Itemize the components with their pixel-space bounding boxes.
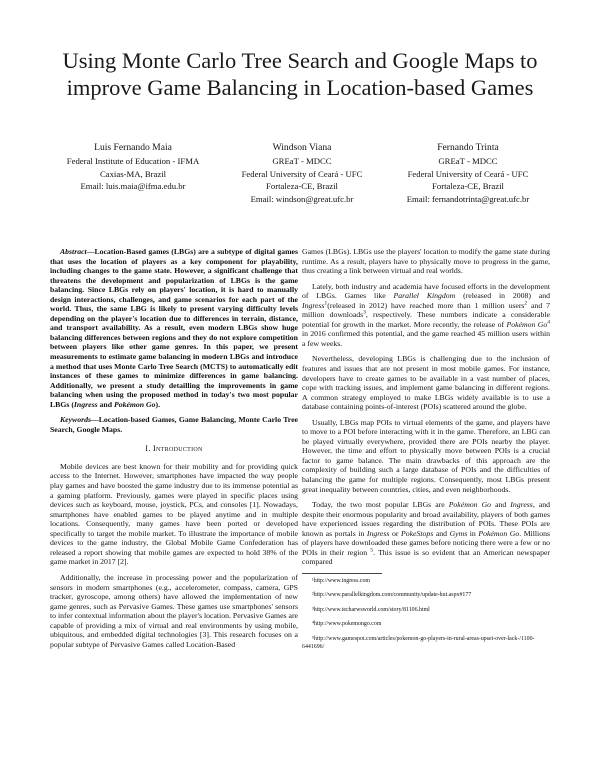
author-block-2 (212, 140, 392, 205)
right-column (302, 247, 550, 657)
author-affiliation: GREaT - MDCC (438, 156, 498, 166)
section-heading: I. Introduction (145, 444, 203, 454)
author-affiliation-2: Federal University of Ceará - UFC (407, 168, 529, 179)
author-email: Email: fernandotrinta@great.ufc.br (406, 193, 530, 204)
author-block-3 (378, 140, 558, 205)
author-email: Email: windson@great.ufc.br (250, 193, 354, 204)
author-name: Fernando Trinta (437, 142, 499, 153)
paragraph: Games (LBGs). LBGs use the players' location to modify the game state during runtime. As a result, players have to physically move to progress in the game, thus creating a link between virtual and real worlds. (302, 247, 550, 276)
paper-title: Using Monte Carlo Tree Search and Google Maps to improve Game Balancing in Location-based Games (62, 48, 538, 100)
left-column (50, 247, 298, 655)
footnote: ¹http://www.ingress.com (312, 577, 370, 584)
author-block-1 (48, 140, 218, 193)
footnote: ⁴http://www.pokemongo.com (312, 621, 382, 628)
footnote-rule (302, 573, 382, 574)
author-affiliation: Federal Institute of Education - IFMA (66, 156, 200, 166)
paragraph: Additionally, the increase in processing power and the popularization of sensors in modern smartphones (e.g., accelerometer, compass, camera, GPS tracker, gyroscope, among others) have allowed the implementation of new game genres, such as Pervasive Games. These games use smartphones' sensors to infer contextual information about the player's location. Pervasive Games are capable of providing a mix of virtual and real environments by using mobile, ubiquitous, and embedded digital technologies [3]. This research focuses on a popular subtype of Pervasive Games called Location-Based (50, 572, 298, 649)
abstract: Abstract—Location-Based games (LBGs) are a subtype of digital games that uses the location of players as a key component for playability, including changes to the game state. However, a significant challenge that threatens the development and popularization of LBGs is the game balancing. Since LBGs rely on players' location, it is hard to manually design interactions, challenges, and game scenarios for each part of the world. Thus, the same LBG is likely to present varying difficulty levels depending on the player's location due to differences in terrain, distance, and transport availability. As a result, even modern LBGs show huge balancing differences between regions and they do not explore competition between players like other game genres. In this paper, we present measurements to estimate game balancing in modern LBGs and introduce a method that uses Monte Carlo Tree Search (MCTS) to automatically edit instances of these games to minimize differences in game balancing. Additionally, we present a study detailling the improvements in game balancing when using the proposed method in today's two most popular LBGs (Ingress and Pokémon Go). (50, 247, 298, 409)
footnote-mark: 3 (363, 309, 366, 316)
footnote-mark: 2 (524, 300, 528, 307)
footnote-mark: 1 (324, 300, 328, 307)
author-location: Caxias-MA, Brazil (99, 168, 167, 179)
paragraph: Usually, LBGs map POIs to virtual elements of the game, and players have to move to a POI before interacting with it in the game. Therefore, an LBG can be played virtually everywhere, provided there are POIs nearby the player. However, the time and effort to physically move between POIs is a crucial factor to game balance. The main drawbacks of this approach are the complexity of building such a large database of POIs and the difficulties of balancing the game for multiple regions. Consequently, most LBGs present great inequality between countries, cities, and even neighborhoods. (302, 417, 550, 494)
author-name: Luis Fernando Maia (94, 142, 172, 153)
keywords: Keywords—Location-based Games, Game Balancing, Monte Carlo Tree Search, Google Maps. (50, 415, 298, 434)
author-name: Windson Viana (272, 142, 332, 153)
footnote-mark: 4 (547, 319, 550, 326)
author-email: Email: luis.maia@ifma.edu.br (80, 181, 186, 192)
footnote: ⁵http://www.gamespot.com/articles/pokemon-go-players-in-rural-areas-upset-over-lack-/1100-6441696/ (302, 635, 535, 650)
footnote: ³http://www.techarwsworld.com/story/81106.html (312, 606, 430, 613)
author-location: Fortaleza-CE, Brazil (266, 181, 338, 192)
paragraph: Nevertheless, developing LBGs is challenging due to the inclusion of features and issues that are not present in most mobile games. For instance, developers have to create games to be available in a vast number of places, cope with tracking issues, and implement game balancing in different regions. A common strategy employed to make LBGs widely available is to use a database containing points-of-interest (POIs) scattered around the globe. (302, 354, 550, 412)
author-affiliation-2: Federal University of Ceará - UFC (241, 168, 363, 179)
author-location: Fortaleza-CE, Brazil (432, 181, 504, 192)
footnote: ²http://www.parallelkingdom.com/community/update-hut.aspx#177 (312, 592, 472, 599)
author-affiliation: GREaT - MDCC (272, 156, 332, 166)
paragraph: Lately, both industry and academia have focused efforts in the development of LBGs. Games like Parallel Kingdom (released in 2008) and Ingress$^1$(released in 2012) have reached more than 1 million users$^2$ and 7 million downloads$^3$, respectively. These numbers indicate a considerable potential for growth in the market. More recently, the release of Pokémon Go$^4$ in 2016 confirmed this potential, and the game reached 45 million users within a few weeks. (302, 281, 551, 348)
paragraph: Mobile devices are best known for their mobility and for providing quick access to the Internet. However, smartphones have impacted the way people play games and have boosted the game industry due to its immense potential as a gaming platform. Previously, games were played in specific places using devices such as keyboard, mouse, joystick, PCs, and consoles [1]. Nowadays, smartphones have enabled games to be played anytime and in multiple locations. Consequently, many games have been ported or developed specifically to target the mobile market. To illustrate the importance of mobile devices to the game industry, the Global Mobile Game Confederation has released a report showing that mobile games are expected to hold 38% of the game market in 2017 [2]. (50, 461, 298, 567)
paragraph: Today, the two most popular LBGs are Pokémon Go and Ingress, and despite their enormous popularity and broad availability, players of both games have experienced issues regarding the distribution of POIs. These POIs are known as portals in Ingress or PokeStops and Gyms in Pokémon Go. Millions of players have downloaded these games before noticing there were a few or no POIs in their region $^5$. This issue is so evident that an American newspaper compared (302, 500, 550, 567)
footnote-mark: 5 (370, 547, 374, 554)
